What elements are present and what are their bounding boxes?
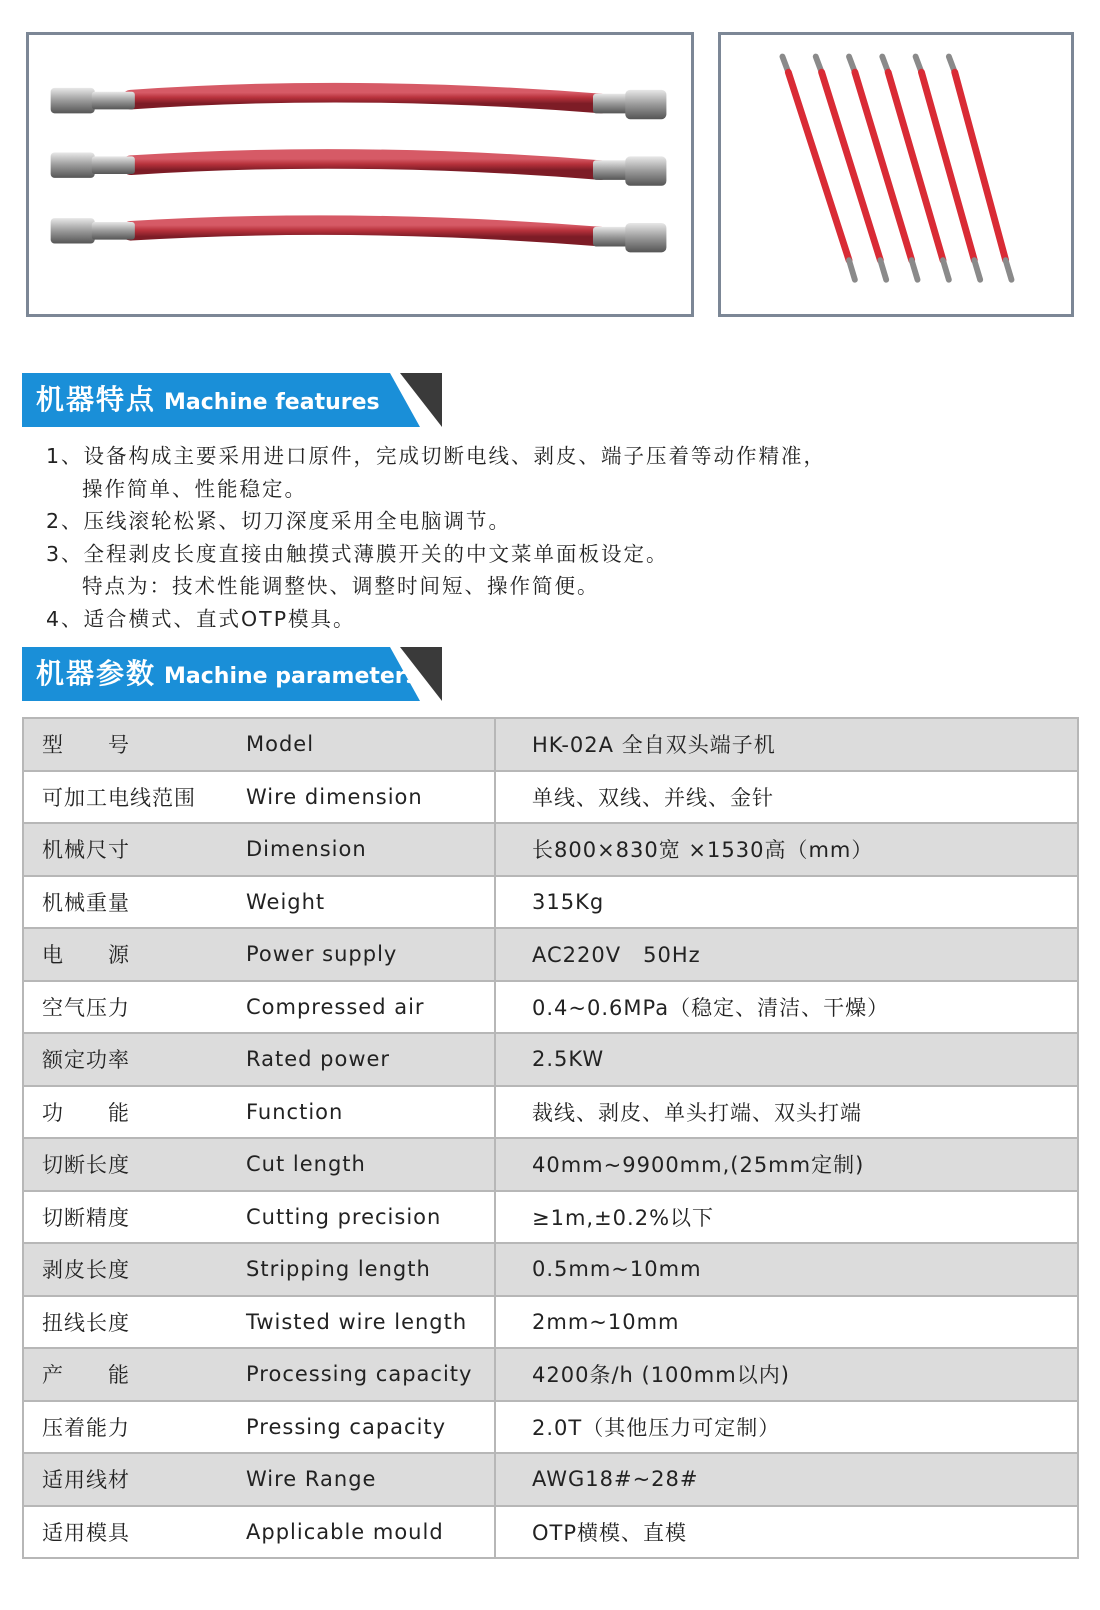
param-name-en: Model [246,718,495,771]
param-name-zh: 型 号 [23,718,246,771]
param-value: AWG18#~28# [495,1453,1078,1506]
table-row [23,1401,1078,1454]
param-value: 裁线、剥皮、单头打端、双头打端 [495,1086,1078,1139]
param-name-zh: 产 能 [23,1348,246,1401]
product-photo-diagonal-wires [718,32,1074,317]
param-name-zh: 剥皮长度 [23,1243,246,1296]
param-name-en: Cutting precision [246,1191,495,1244]
feature-line: 2、压线滚轮松紧、切刀深度采用全电脑调节。 [46,509,512,533]
param-name-en: Twisted wire length [246,1296,495,1349]
table-row [23,1191,1078,1244]
param-value: 2mm~10mm [495,1296,1078,1349]
feature-line: 1、设备构成主要采用进口原件，完成切断电线、剥皮、端子压着等动作精准， [46,444,827,468]
wire-1 [51,88,667,119]
product-photo-horizontal-wires [26,32,694,317]
param-name-zh: 可加工电线范围 [23,771,246,824]
table-row [23,1086,1078,1139]
wire-3 [51,218,667,252]
table-row [23,928,1078,981]
feature-line: 特点为：技术性能调整快、调整时间短、操作简便。 [82,574,600,598]
diag-wire-2 [816,57,886,280]
parameters-title-zh: 机器参数 [36,657,157,690]
param-name-zh: 功 能 [23,1086,246,1139]
param-name-en: Dimension [246,823,495,876]
param-name-en: Wire dimension [246,771,495,824]
param-name-zh: 机械尺寸 [23,823,246,876]
param-name-zh: 适用线材 [23,1453,246,1506]
table-row [23,981,1078,1034]
param-name-en: Processing capacity [246,1348,495,1401]
param-name-zh: 适用模具 [23,1506,246,1559]
param-value: 315Kg [495,876,1078,929]
table-row [23,1243,1078,1296]
wire-2 [51,152,667,185]
feature-line: 操作简单、性能稳定。 [82,476,307,501]
param-name-en: Pressing capacity [246,1401,495,1454]
param-name-zh: 切断精度 [23,1191,246,1244]
param-value: OTP横模、直模 [495,1506,1078,1559]
param-name-en: Compressed air [246,981,495,1034]
param-name-zh: 机械重量 [23,876,246,929]
param-name-en: Function [246,1086,495,1139]
param-value: 2.5KW [495,1033,1078,1086]
table-row [23,1138,1078,1191]
features-list [46,440,1046,635]
parameters-banner [22,647,442,701]
feature-line: 4、适合横式、直式OTP模具。 [46,606,356,631]
parameters-title-en: Machine parameters [164,664,419,689]
table-row [23,1348,1078,1401]
features-title-zh: 机器特点 [36,383,157,416]
param-name-zh: 电 源 [23,928,246,981]
diagonal-wires-illustration [721,35,1071,314]
param-value: 0.4~0.6MPa（稳定、清洁、干燥） [495,981,1078,1034]
param-value: 0.5mm~10mm [495,1243,1078,1296]
param-name-en: Applicable mould [246,1506,495,1559]
features-banner [22,373,442,427]
param-name-zh: 空气压力 [23,981,246,1034]
diag-wire-6 [949,57,1012,280]
param-value: HK-02A 全自双头端子机 [495,718,1078,771]
param-value: 长800×830宽 ×1530高（mm） [495,823,1078,876]
param-name-en: Stripping length [246,1243,495,1296]
param-value: 2.0T（其他压力可定制） [495,1401,1078,1454]
param-name-en: Wire Range [246,1453,495,1506]
param-name-en: Power supply [246,928,495,981]
param-name-zh: 扭线长度 [23,1296,246,1349]
param-name-en: Cut length [246,1138,495,1191]
param-value: ≥1m,±0.2%以下 [495,1191,1078,1244]
parameters-table [22,717,1079,1559]
diag-wire-1 [782,57,854,280]
param-value: AC220V 50Hz [495,928,1078,981]
param-name-en: Rated power [246,1033,495,1086]
diag-wire-5 [916,57,981,280]
table-row [23,1453,1078,1506]
table-row [23,718,1078,771]
table-row [23,1033,1078,1086]
horizontal-wires-illustration [29,35,691,314]
features-title-en: Machine features [164,390,380,415]
param-value: 单线、双线、并线、金针 [495,771,1078,824]
param-name-zh: 压着能力 [23,1401,246,1454]
diag-wire-4 [882,57,949,280]
table-row [23,876,1078,929]
table-row [23,823,1078,876]
param-name-zh: 切断长度 [23,1138,246,1191]
param-value: 4200条/h (100mm以内) [495,1348,1078,1401]
param-name-en: Weight [246,876,495,929]
param-name-zh: 额定功率 [23,1033,246,1086]
param-value: 40mm~9900mm,(25mm定制) [495,1138,1078,1191]
table-row [23,1506,1078,1559]
table-row [23,1296,1078,1349]
table-row [23,771,1078,824]
feature-line: 3、全程剥皮长度直接由触摸式薄膜开关的中文菜单面板设定。 [46,541,669,566]
diag-wire-3 [849,57,918,280]
